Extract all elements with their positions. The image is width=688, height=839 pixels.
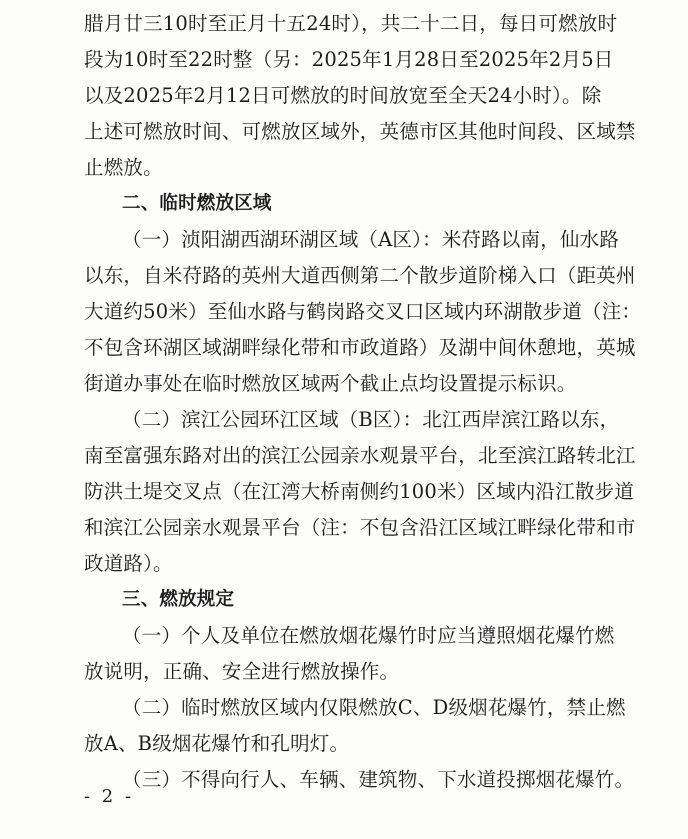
section-heading-3: 三、燃放规定: [122, 589, 235, 610]
paragraph-line: 政道路）。: [84, 552, 173, 575]
paragraph-line: 街道办事处在临时燃放区域两个截止点均设置提示标识。: [84, 372, 577, 395]
paragraph-line: 以东，自米苻路的英州大道西侧第二个散步道阶梯入口（距英州: [84, 264, 636, 287]
paragraph-line: 放说明，正确、安全进行燃放操作。: [84, 660, 400, 683]
paragraph-line: 以及2025年2月12日可燃放的时间放宽至全天24小时）。除: [84, 84, 602, 107]
paragraph-line: 止燃放。: [84, 156, 163, 179]
paragraph-line: （一）浈阳湖西湖环湖区域（A区）：米苻路以南，仙水路: [122, 228, 620, 251]
paragraph-line: 腊月廿三10时至正月十五24时），共二十二日，每日可燃放时: [84, 12, 618, 35]
page-number: - 2 -: [84, 786, 135, 807]
paragraph-line: 段为10时至22时整（另：2025年1月28日至2025年2月5日: [84, 48, 614, 71]
paragraph-line: 不包含环湖区域湖畔绿化带和市政道路）及湖中间休憩地，英城: [84, 336, 636, 359]
paragraph-line: （一）个人及单位在燃放烟花爆竹时应当遵照烟花爆竹燃: [122, 624, 615, 647]
paragraph-line: 和滨江公园亲水观景平台（注：不包含沿江区域江畔绿化带和市: [84, 516, 636, 539]
paragraph-line: 南至富强东路对出的滨江公园亲水观景平台，北至滨江路转北江: [84, 444, 636, 467]
paragraph-line: （二）滨江公园环江区域（B区）：北江西岸滨江路以东，: [122, 408, 620, 431]
section-heading-2: 二、临时燃放区域: [122, 193, 272, 214]
paragraph-line: 放A、B级烟花爆竹和孔明灯。: [84, 732, 350, 755]
paragraph-line: 防洪土堤交叉点（在江湾大桥南侧约100米）区域内沿江散步道: [84, 480, 635, 503]
body-text: [84, 6, 640, 798]
paragraph-line: 上述可燃放时间、可燃放区域外，英德市区其他时间段、区域禁: [84, 120, 636, 143]
paragraph-line: 大道约50米）至仙水路与鹤岗路交叉口区域内环湖散步道（注：: [84, 300, 642, 323]
paragraph-line: （三）不得向行人、车辆、建筑物、下水道投掷烟花爆竹。: [122, 768, 635, 791]
paragraph-line: （二）临时燃放区域内仅限燃放C、D级烟花爆竹，禁止燃: [122, 696, 626, 719]
